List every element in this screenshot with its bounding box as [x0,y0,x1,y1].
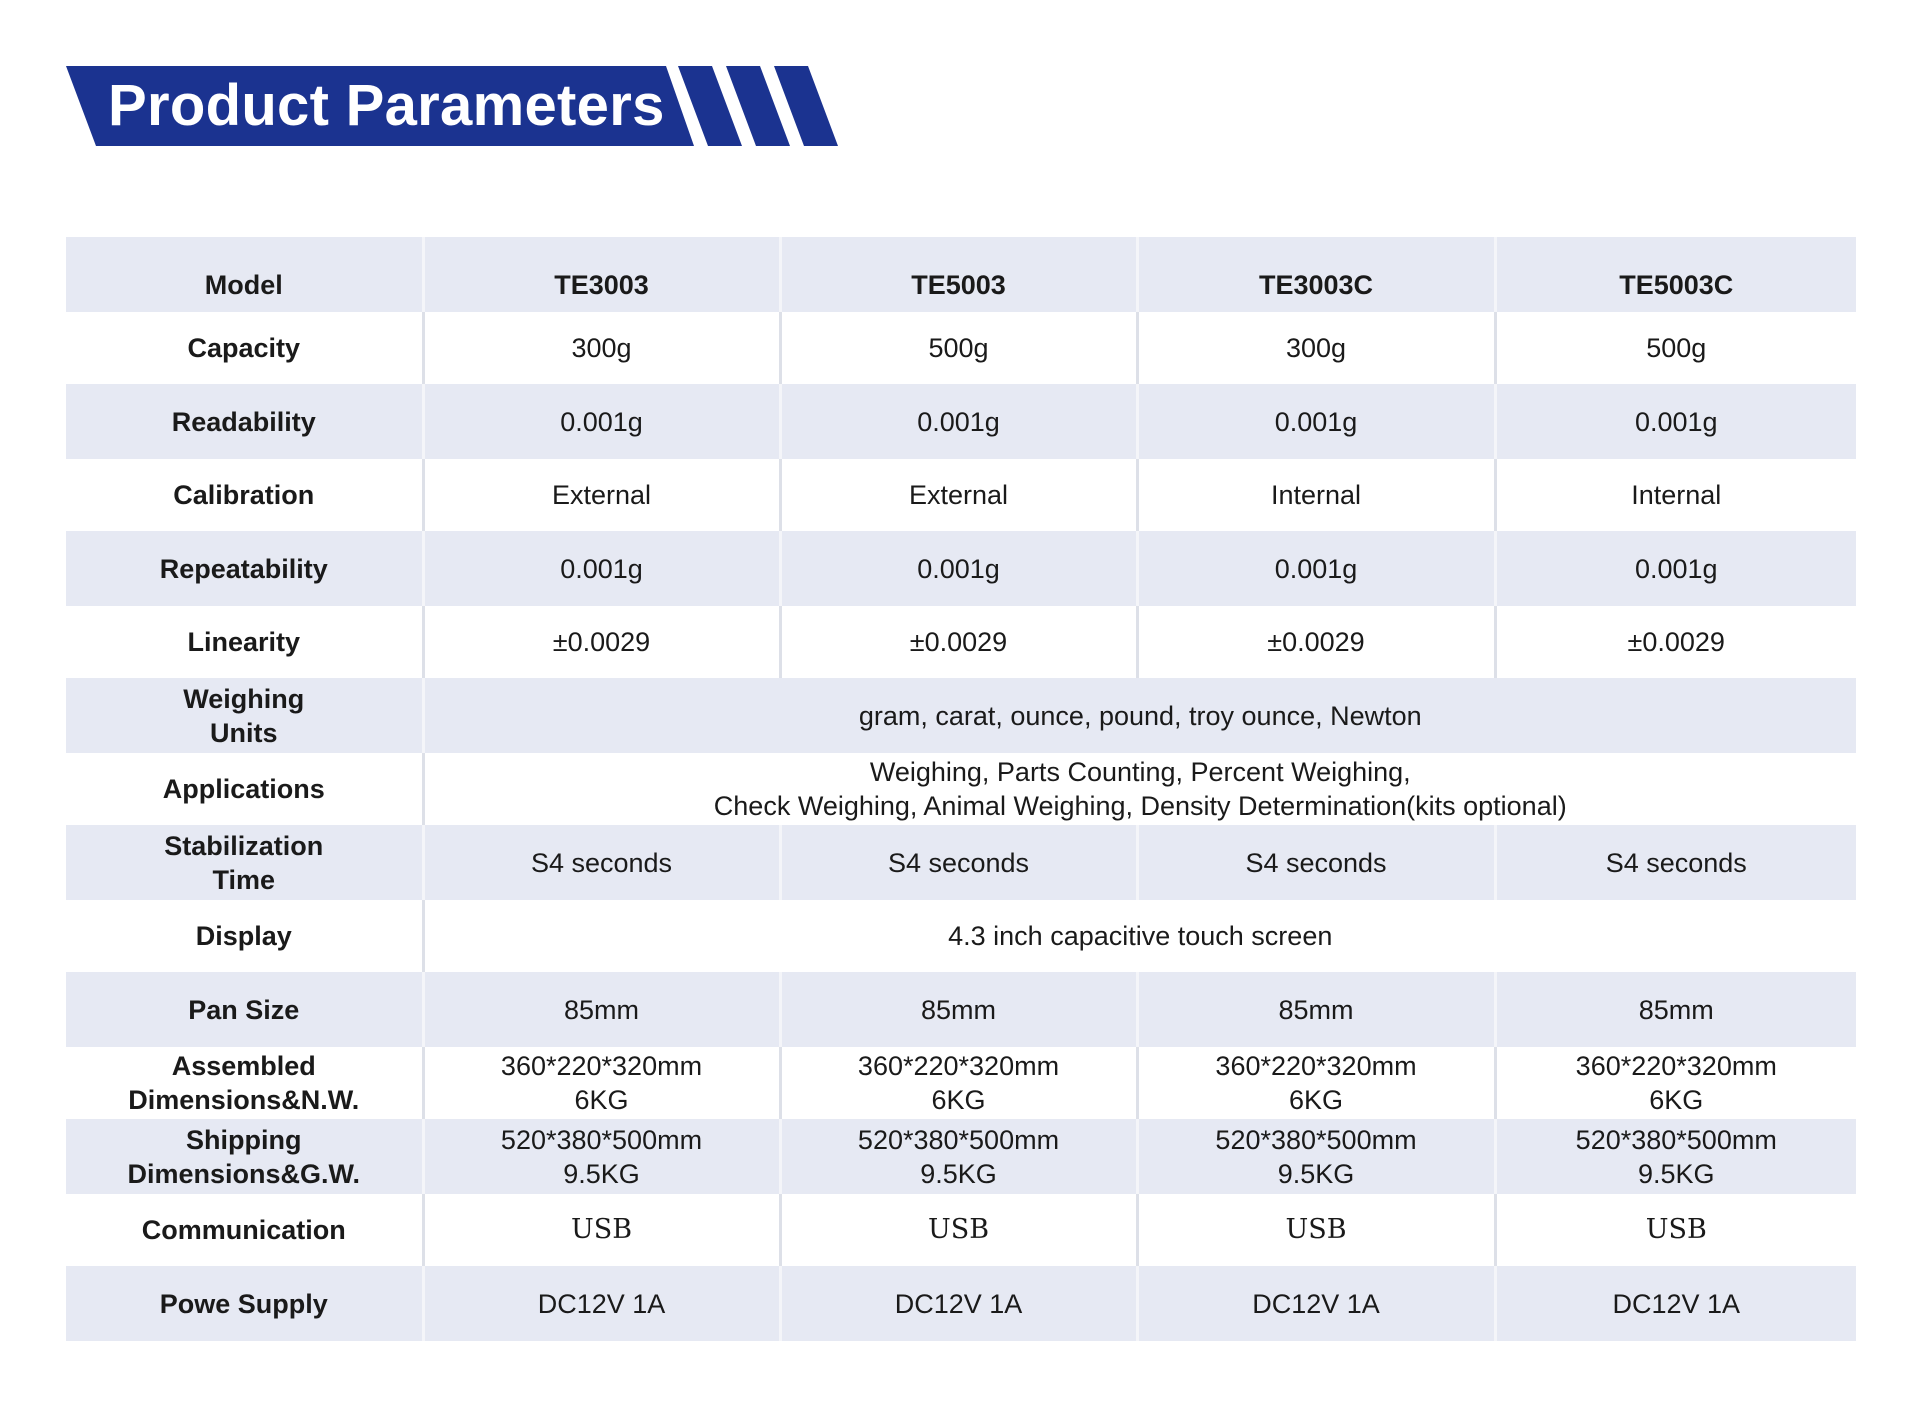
table-cell: DC12V 1A [423,1266,780,1341]
table-cell: 4.3 inch capacitive touch screen [423,900,1856,972]
table-cell: 0.001g [1495,531,1856,606]
table-row-assembled [66,1047,1856,1119]
table-row-stabilization [66,825,1856,900]
row-label: Display [66,900,423,972]
table-cell: 85mm [780,972,1137,1047]
table-cell: ±0.0029 [423,606,780,678]
table-cell: 85mm [1137,972,1495,1047]
cell-line: Check Weighing, Animal Weighing, Density Determination(kits optional) [713,791,1567,821]
table-row-linearity [66,606,1856,678]
table-row-power-supply [66,1266,1856,1341]
weight-value: 6KG [1649,1085,1704,1115]
table-cell: Internal [1137,459,1495,531]
row-label: Repeatability [66,531,423,606]
table-cell: S4 seconds [423,825,780,900]
model-name: TE3003 [423,237,780,312]
dimension-value: 520*380*500mm [1215,1124,1417,1155]
table-cell: External [780,459,1137,531]
table-cell: 85mm [423,972,780,1047]
table-cell: gram, carat, ounce, pound, troy ounce, Newton [423,678,1856,753]
weight-value: 6KG [574,1085,629,1115]
table-cell: DC12V 1A [1137,1266,1495,1341]
table-cell: USB [423,1194,780,1266]
table-row-readability [66,384,1856,459]
table-cell: 500g [1495,312,1856,384]
weight-value: 9.5KG [1637,1158,1715,1189]
row-label: Capacity [66,312,423,384]
table-cell: ±0.0029 [1495,606,1856,678]
model-name: TE5003C [1495,237,1856,312]
weight-value: 6KG [931,1085,986,1115]
table-cell: 300g [423,312,780,384]
dimension-value: 360*220*320mm [1215,1051,1417,1081]
row-label: Model [66,237,423,312]
weight-value: 9.5KG [920,1158,997,1189]
dimension-value: 360*220*320mm [857,1051,1060,1081]
row-label: Communication [66,1194,423,1266]
row-label-line: Units [210,717,278,748]
row-label-line: Shipping [186,1124,302,1155]
row-label-line: Assembled [171,1051,316,1081]
dimension-value: 360*220*320mm [500,1051,703,1081]
table-cell: USB [780,1194,1137,1266]
table-cell [423,1119,780,1194]
table-cell: External [423,459,780,531]
weight-value: 9.5KG [563,1158,640,1189]
product-parameters-table [66,237,1856,1341]
row-label: Calibration [66,459,423,531]
row-label [66,1047,423,1119]
table-cell: DC12V 1A [1495,1266,1856,1341]
table-cell [1495,1047,1856,1119]
table-cell: ±0.0029 [1137,606,1495,678]
table-cell: 0.001g [780,384,1137,459]
table-cell: S4 seconds [1495,825,1856,900]
table-row-repeatability [66,531,1856,606]
table-cell [780,1119,1137,1194]
table-cell: 0.001g [423,531,780,606]
table-cell: Internal [1495,459,1856,531]
dimension-value: 520*380*500mm [500,1124,703,1155]
table-row-communication [66,1194,1856,1266]
table-cell [780,1047,1137,1119]
row-label-line: Dimensions&G.W. [127,1158,361,1189]
table-cell: S4 seconds [1137,825,1495,900]
dimension-value: 520*380*500mm [857,1124,1060,1155]
table-cell: 0.001g [423,384,780,459]
dimension-value: 360*220*320mm [1575,1051,1777,1081]
row-label: Readability [66,384,423,459]
cell-line: Weighing, Parts Counting, Percent Weighing, [869,757,1411,787]
model-name: TE3003C [1137,237,1495,312]
row-label-line: Time [212,864,276,895]
table-row-display [66,900,1856,972]
table-cell [1495,1119,1856,1194]
table-cell [423,753,1856,825]
table-row-model [66,237,1856,312]
model-name: TE5003 [780,237,1137,312]
table-cell [423,1047,780,1119]
table-cell [1137,1047,1495,1119]
row-label: Linearity [66,606,423,678]
page-title: Product Parameters [108,73,665,138]
weight-value: 9.5KG [1277,1158,1355,1189]
table-cell: USB [1137,1194,1495,1266]
row-label: Powe Supply [66,1266,423,1341]
table-row-pan-size [66,972,1856,1047]
row-label-line: Stabilization [164,830,324,861]
section-banner [66,66,846,146]
table-row-capacity [66,312,1856,384]
table-cell [1137,1119,1495,1194]
table-cell: USB [1495,1194,1856,1266]
row-label-line: Dimensions&N.W. [128,1085,360,1115]
table-cell: DC12V 1A [780,1266,1137,1341]
row-label [66,825,423,900]
table-cell: 0.001g [780,531,1137,606]
table-cell: 500g [780,312,1137,384]
table-cell: 0.001g [1137,384,1495,459]
table-cell: 300g [1137,312,1495,384]
table-row-applications [66,753,1856,825]
row-label-line: Weighing [183,683,305,714]
table-cell: 0.001g [1137,531,1495,606]
table-row-calibration [66,459,1856,531]
table-cell: 85mm [1495,972,1856,1047]
table-row-weighing-units [66,678,1856,753]
table-cell: ±0.0029 [780,606,1137,678]
row-label [66,1119,423,1194]
row-label: Pan Size [66,972,423,1047]
table-row-shipping [66,1119,1856,1194]
table-cell: 0.001g [1495,384,1856,459]
row-label [66,678,423,753]
dimension-value: 520*380*500mm [1575,1124,1777,1155]
row-label: Applications [66,753,423,825]
table-cell: S4 seconds [780,825,1137,900]
weight-value: 6KG [1288,1085,1344,1115]
